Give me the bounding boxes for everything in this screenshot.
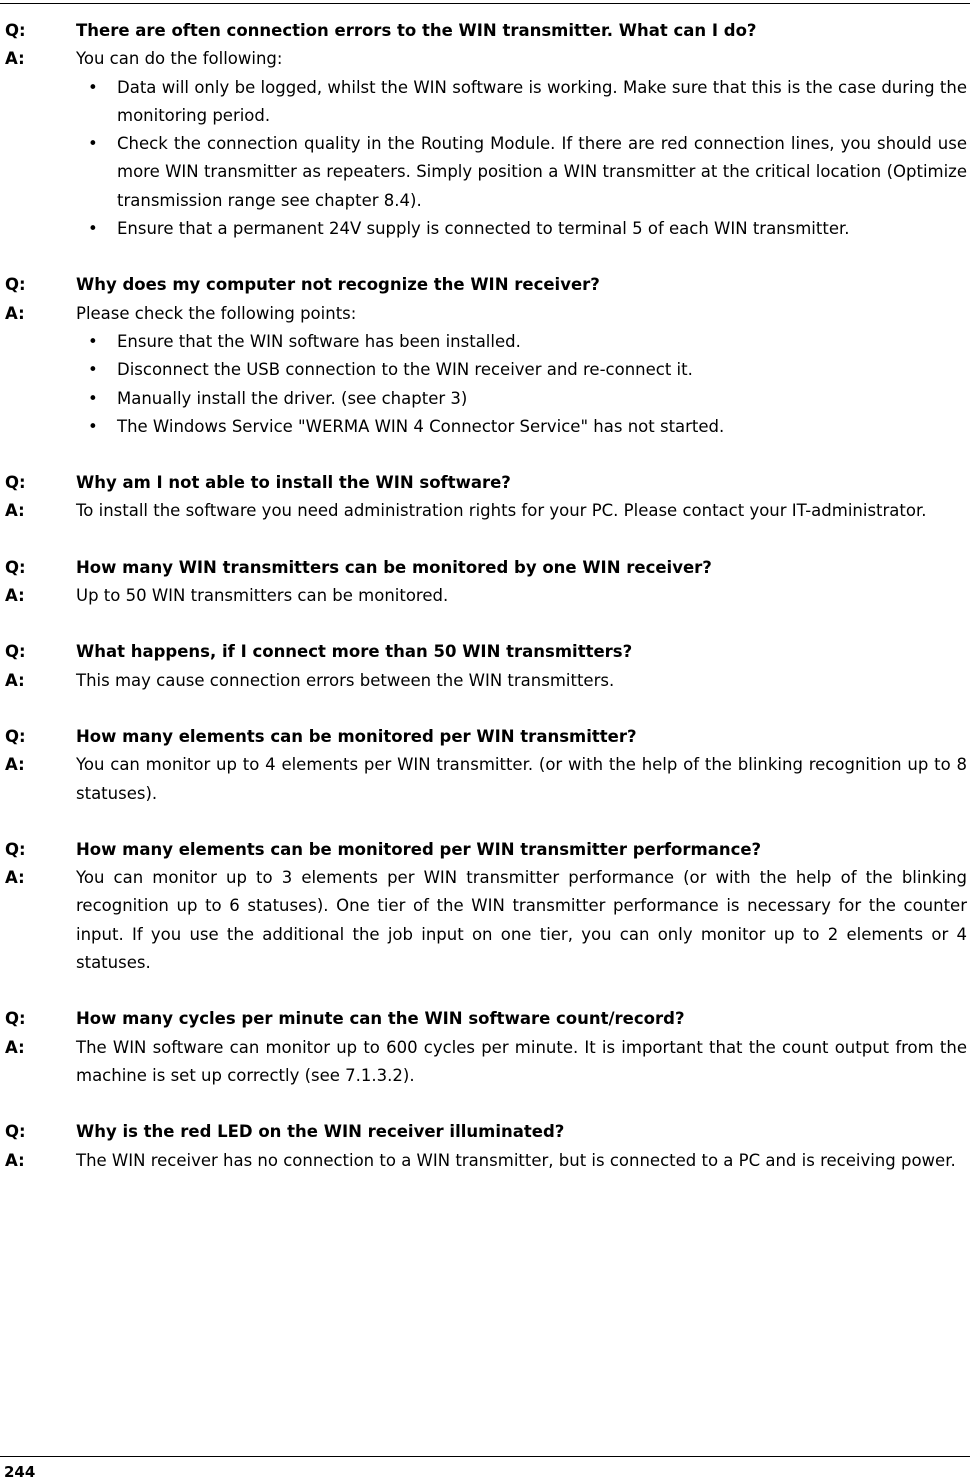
bullet-list (5, 74, 967, 244)
answer-row (5, 1034, 967, 1091)
question-label: Q: (5, 275, 26, 295)
answer-label: A: (5, 868, 25, 888)
list-item (76, 385, 967, 413)
answer-text: Up to 50 WIN transmitters can be monitored. (76, 586, 449, 606)
list-item (76, 413, 967, 441)
question-label: Q: (5, 839, 26, 859)
question-label: Q: (5, 642, 26, 662)
question-label: Q: (5, 473, 26, 493)
answer-label: A: (5, 1037, 25, 1057)
answer-row (5, 1147, 967, 1175)
question-row (5, 638, 967, 666)
bullet-text: Ensure that the WIN software has been installed. (117, 331, 521, 351)
answer-text: Please check the following points: (76, 303, 357, 323)
question-text: There are often connection errors to the WIN transmitter. What can I do? (76, 21, 757, 40)
answer-text: You can do the following: (76, 49, 283, 69)
answer-row (5, 300, 967, 328)
faq-list (5, 17, 967, 1203)
question-text: Why is the red LED on the WIN receiver illuminated? (76, 1122, 565, 1142)
question-label: Q: (5, 1009, 26, 1029)
bullet-text: Manually install the driver. (see chapter 3) (117, 388, 468, 408)
question-row (5, 1118, 967, 1146)
bullet-icon: • (88, 416, 98, 436)
question-row (5, 836, 967, 864)
answer-label: A: (5, 49, 25, 69)
bottom-rule (0, 1456, 970, 1457)
answer-text: To install the software you need administration rights for your PC. Please contact your IT-administrator. (76, 501, 927, 521)
answer-row (5, 751, 967, 808)
page-number: 244 (4, 1463, 36, 1481)
answer-label: A: (5, 670, 25, 690)
bullet-text: Disconnect the USB connection to the WIN receiver and re-connect it. (117, 360, 693, 380)
answer-row (5, 497, 967, 525)
question-row (5, 554, 967, 582)
answer-text: The WIN receiver has no connection to a WIN transmitter, but is connected to a PC and is receiving power. (76, 1150, 956, 1170)
bullet-text: Check the connection quality in the Routing Module. If there are red connection lines, you should use more WIN transmitter as repeaters. Simply position a WIN transmitter at the critical location (Optimize transmission range see chapter 8.4). (117, 134, 967, 210)
faq-item (5, 271, 967, 441)
question-label: Q: (5, 726, 26, 746)
question-text: How many elements can be monitored per WIN transmitter performance? (76, 839, 762, 859)
answer-row (5, 45, 967, 73)
question-row (5, 17, 967, 45)
answer-row (5, 582, 967, 610)
list-item (76, 130, 967, 215)
bullet-text: Ensure that a permanent 24V supply is connected to terminal 5 of each WIN transmitter. (117, 219, 850, 239)
question-text: What happens, if I connect more than 50 WIN transmitters? (76, 642, 633, 662)
question-label: Q: (5, 1122, 26, 1142)
answer-label: A: (5, 303, 25, 323)
faq-item (5, 723, 967, 808)
question-row (5, 271, 967, 299)
bullet-icon: • (88, 388, 98, 408)
list-item (76, 328, 967, 356)
top-rule (0, 3, 970, 4)
question-text: How many cycles per minute can the WIN software count/record? (76, 1009, 685, 1029)
answer-text: This may cause connection errors between the WIN transmitters. (76, 670, 615, 690)
bullet-icon: • (88, 219, 98, 239)
faq-item (5, 1005, 967, 1090)
question-label: Q: (5, 557, 26, 577)
faq-item (5, 469, 967, 526)
answer-label: A: (5, 1150, 25, 1170)
answer-label: A: (5, 586, 25, 606)
question-text: How many WIN transmitters can be monitored by one WIN receiver? (76, 557, 712, 577)
faq-item (5, 1118, 967, 1175)
question-row (5, 469, 967, 497)
answer-label: A: (5, 755, 25, 775)
bullet-text: Data will only be logged, whilst the WIN software is working. Make sure that this is the case during the monitoring period. (117, 77, 967, 125)
faq-item (5, 638, 967, 695)
faq-item (5, 836, 967, 977)
question-row (5, 1005, 967, 1033)
list-item (76, 215, 967, 243)
bullet-list (5, 328, 967, 441)
answer-text: You can monitor up to 3 elements per WIN transmitter performance (or with the help of the blinking recognition up to 6 statuses). One tier of the WIN transmitter performance is necessary for the counter input. If you use the additional the job input on one tier, you can only monitor up to 2 elements or 4 statuses. (76, 868, 967, 973)
question-text: Why does my computer not recognize the WIN receiver? (76, 275, 600, 295)
question-row (5, 723, 967, 751)
answer-label: A: (5, 501, 25, 521)
question-text: Why am I not able to install the WIN software? (76, 473, 511, 493)
faq-item (5, 17, 967, 243)
answer-row (5, 864, 967, 977)
faq-item (5, 554, 967, 611)
bullet-icon: • (88, 134, 98, 154)
bullet-icon: • (88, 360, 98, 380)
question-text: How many elements can be monitored per WIN transmitter? (76, 726, 637, 746)
list-item (76, 356, 967, 384)
list-item (76, 74, 967, 131)
answer-text: The WIN software can monitor up to 600 cycles per minute. It is important that the count output from the machine is set up correctly (see 7.1.3.2). (76, 1037, 967, 1085)
bullet-icon: • (88, 331, 98, 351)
answer-text: You can monitor up to 4 elements per WIN transmitter. (or with the help of the blinking recognition up to 8 statuses). (76, 755, 967, 803)
answer-row (5, 667, 967, 695)
bullet-icon: • (88, 77, 98, 97)
bullet-text: The Windows Service "WERMA WIN 4 Connector Service" has not started. (117, 416, 725, 436)
question-label: Q: (5, 21, 26, 40)
